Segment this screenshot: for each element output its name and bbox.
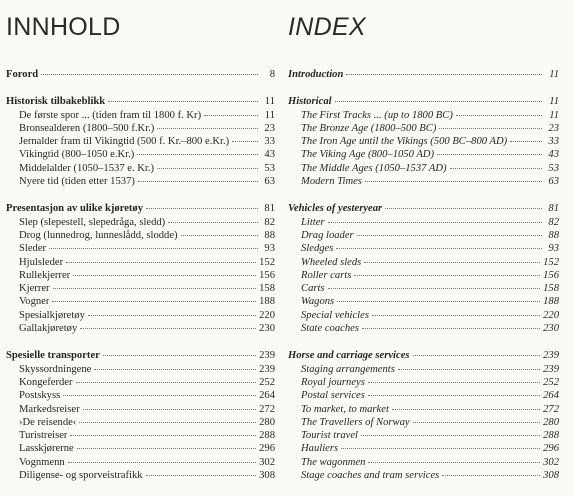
page-number: 296 xyxy=(259,443,275,455)
dot-leader xyxy=(73,275,256,276)
page-number: 230 xyxy=(543,323,559,335)
page-number: 63 xyxy=(264,176,275,188)
dot-leader xyxy=(137,154,258,155)
entry-title: Sleder xyxy=(19,243,47,255)
toc-section xyxy=(6,95,275,188)
dot-leader xyxy=(336,248,542,249)
page-number: 239 xyxy=(543,350,559,362)
dot-leader xyxy=(83,409,257,410)
toc-entry xyxy=(6,122,275,135)
page-number: 88 xyxy=(264,229,275,241)
page-number: 220 xyxy=(259,309,275,321)
dot-leader xyxy=(157,168,258,169)
toc-sections xyxy=(288,68,559,496)
toc-section-heading xyxy=(288,95,559,108)
dot-leader xyxy=(204,115,258,116)
dot-leader xyxy=(372,315,540,316)
entry-title: Lasskjørerne xyxy=(19,443,74,455)
dot-leader xyxy=(437,154,542,155)
toc-entry xyxy=(6,162,275,175)
page-number: 220 xyxy=(543,309,559,321)
toc-entry xyxy=(288,389,559,402)
toc-entry xyxy=(288,376,559,389)
toc-entry xyxy=(6,416,275,429)
dot-leader xyxy=(510,141,542,142)
toc-entry xyxy=(288,295,559,308)
toc-section xyxy=(6,349,275,482)
entry-title: Spesielle transporter xyxy=(6,350,100,362)
entry-title: Royal journeys xyxy=(301,376,365,388)
toc-entry xyxy=(6,429,275,442)
toc-entry xyxy=(6,242,275,255)
page-number: 308 xyxy=(259,470,275,482)
dot-leader xyxy=(70,435,256,436)
entry-title: Drog (lunnedrog, lunneslådd, slodde) xyxy=(19,229,178,241)
entry-title: Turistreiser xyxy=(19,430,68,442)
dot-leader xyxy=(398,369,540,370)
toc-entry xyxy=(288,309,559,322)
toc-entry xyxy=(288,429,559,442)
entry-title: Presentasjon av ulike kjøretøy xyxy=(6,203,144,215)
entry-title: Vikingtid (800–1050 e.Kr.) xyxy=(19,149,135,161)
page-number: 33 xyxy=(264,136,275,148)
toc-entry xyxy=(6,456,275,469)
page-number: 272 xyxy=(543,403,559,415)
entry-title: Special vehicles xyxy=(301,309,369,321)
page-number: 158 xyxy=(543,283,559,295)
toc-entry xyxy=(6,216,275,229)
toc-entry xyxy=(6,469,275,482)
dot-leader xyxy=(442,475,540,476)
page-number: 43 xyxy=(264,149,275,161)
page-number: 264 xyxy=(543,390,559,402)
page-number: 280 xyxy=(259,416,275,428)
dot-leader xyxy=(328,288,541,289)
entry-title: The wagonmen xyxy=(301,456,366,468)
dot-leader xyxy=(354,275,540,276)
entry-title: The First Tracks ... (up to 1800 BC) xyxy=(301,109,453,121)
entry-title: The Travellers of Norway xyxy=(301,416,410,428)
toc-entry xyxy=(6,322,275,335)
entry-title: The Viking Age (800–1050 AD) xyxy=(301,149,434,161)
page-number: 88 xyxy=(548,229,559,241)
dot-leader xyxy=(439,128,542,129)
entry-title: Gallakjøretøy xyxy=(19,323,78,335)
toc-entry xyxy=(288,109,559,122)
dot-leader xyxy=(368,395,540,396)
toc-entry xyxy=(6,148,275,161)
toc-section-heading xyxy=(6,202,275,215)
page-number: 8 xyxy=(269,69,275,80)
entry-title: Vognmenn xyxy=(19,456,65,468)
entry-title: Introduction xyxy=(288,69,344,80)
toc-entry xyxy=(288,148,559,161)
page-number: 11 xyxy=(264,109,275,121)
dot-leader xyxy=(328,222,542,223)
dot-leader xyxy=(77,448,256,449)
page-number: 230 xyxy=(259,323,275,335)
entry-title: Postskyss xyxy=(19,390,61,402)
dot-leader xyxy=(341,448,540,449)
dot-leader xyxy=(368,462,540,463)
page-number: 239 xyxy=(259,363,275,375)
entry-title: Diligense- og sporveistrafikk xyxy=(19,470,143,482)
entry-title: Vogner xyxy=(19,296,50,308)
dot-leader xyxy=(232,141,258,142)
dot-leader xyxy=(138,181,258,182)
toc-entry xyxy=(6,295,275,308)
dot-leader xyxy=(368,382,540,383)
dot-leader xyxy=(361,435,540,436)
dot-leader xyxy=(450,168,542,169)
dot-leader xyxy=(364,262,540,263)
toc-entry xyxy=(288,269,559,282)
page-number: 81 xyxy=(264,203,275,215)
entry-title: Stage coaches and tram services xyxy=(301,470,440,482)
entry-title: Carts xyxy=(301,283,325,295)
entry-title: Staging arrangements xyxy=(301,363,395,375)
entry-title: Sledges xyxy=(301,243,334,255)
column-heading-index: INDEX xyxy=(288,13,366,41)
toc-entry xyxy=(6,135,275,148)
entry-title: Forord xyxy=(6,69,39,80)
entry-title: Roller carts xyxy=(301,269,352,281)
toc-entry xyxy=(288,416,559,429)
dot-leader xyxy=(146,208,258,209)
page-number: 302 xyxy=(259,456,275,468)
toc-entry xyxy=(288,322,559,335)
page-number: 93 xyxy=(264,243,275,255)
toc-entry xyxy=(288,229,559,242)
page-number: 308 xyxy=(543,470,559,482)
column-heading-innhold: INNHOLD xyxy=(6,13,121,41)
entry-title: ›De reisende‹ xyxy=(19,416,77,428)
toc-entry xyxy=(288,256,559,269)
toc-entry xyxy=(288,442,559,455)
toc-entry xyxy=(288,135,559,148)
toc-entry xyxy=(288,175,559,188)
toc-section-heading xyxy=(288,68,559,81)
entry-title: Nyere tid (tiden etter 1537) xyxy=(19,176,135,188)
toc-entry xyxy=(6,269,275,282)
page-number: 272 xyxy=(259,403,275,415)
page-number: 152 xyxy=(543,256,559,268)
toc-entry xyxy=(6,256,275,269)
dot-leader xyxy=(68,462,256,463)
entry-title: Jernalder fram til Vikingtid (500 f. Kr.–800 e.Kr.) xyxy=(19,136,230,148)
dot-leader xyxy=(456,115,542,116)
dot-leader xyxy=(146,475,257,476)
toc-section-heading xyxy=(6,349,275,362)
entry-title: Rullekjerrer xyxy=(19,269,71,281)
dot-leader xyxy=(365,181,542,182)
dot-leader xyxy=(88,315,256,316)
dot-leader xyxy=(168,222,258,223)
dot-leader xyxy=(41,74,258,75)
dot-leader xyxy=(335,101,542,102)
toc-entry xyxy=(288,242,559,255)
toc-section xyxy=(6,68,275,81)
page-number: 239 xyxy=(543,363,559,375)
dot-leader xyxy=(157,128,258,129)
entry-title: Spesialkjøretøy xyxy=(19,309,85,321)
page-number: 11 xyxy=(264,96,275,108)
page-number: 93 xyxy=(548,243,559,255)
toc-sections xyxy=(6,68,275,496)
entry-title: Markedsreiser xyxy=(19,403,80,415)
entry-title: Modern Times xyxy=(301,176,362,188)
toc-section xyxy=(288,95,559,188)
toc-entry xyxy=(6,363,275,376)
page-number: 11 xyxy=(549,96,559,108)
entry-title: Bronsealderen (1800–500 f.Kr.) xyxy=(19,122,155,134)
toc-entry xyxy=(288,282,559,295)
dot-leader xyxy=(181,235,258,236)
page-number: 288 xyxy=(259,430,275,442)
entry-title: Hjulsleder xyxy=(19,256,64,268)
toc-section-heading xyxy=(6,68,275,81)
entry-title: Historisk tilbakeblikk xyxy=(6,96,106,108)
toc-section-heading xyxy=(6,95,275,108)
page-number: 158 xyxy=(259,283,275,295)
entry-title: Horse and carriage services xyxy=(288,350,410,362)
page-number: 23 xyxy=(548,122,559,134)
dot-leader xyxy=(49,248,258,249)
toc-section xyxy=(6,202,275,335)
page-number: 43 xyxy=(548,149,559,161)
page-number: 252 xyxy=(543,376,559,388)
toc-entry xyxy=(6,389,275,402)
dot-leader xyxy=(346,74,542,75)
toc-entry xyxy=(288,469,559,482)
page-number: 252 xyxy=(259,376,275,388)
page-number: 82 xyxy=(548,216,559,228)
toc-entry xyxy=(6,309,275,322)
toc-entry xyxy=(6,442,275,455)
toc-entry xyxy=(6,229,275,242)
toc-entry xyxy=(6,376,275,389)
toc-section-heading xyxy=(288,349,559,362)
entry-title: Skyssordningene xyxy=(19,363,92,375)
entry-title: Kongeferder xyxy=(19,376,73,388)
page-number: 23 xyxy=(264,122,275,134)
page-number: 188 xyxy=(543,296,559,308)
dot-leader xyxy=(80,328,256,329)
toc-section-heading xyxy=(288,202,559,215)
dot-leader xyxy=(337,301,540,302)
page-number: 81 xyxy=(548,203,559,215)
toc-entry xyxy=(6,403,275,416)
page-number: 280 xyxy=(543,416,559,428)
page-number: 156 xyxy=(543,269,559,281)
page-number: 239 xyxy=(259,350,275,362)
entry-title: State coaches xyxy=(301,323,359,335)
toc-entry xyxy=(288,456,559,469)
page-number: 11 xyxy=(549,109,559,121)
page-number: 288 xyxy=(543,430,559,442)
toc-entry xyxy=(288,403,559,416)
page-number: 63 xyxy=(548,176,559,188)
entry-title: Wagons xyxy=(301,296,335,308)
dot-leader xyxy=(357,235,542,236)
entry-title: Middelalder (1050–1537 e. Kr.) xyxy=(19,162,155,174)
page-number: 53 xyxy=(548,162,559,174)
entry-title: Postal services xyxy=(301,390,365,402)
page-number: 152 xyxy=(259,256,275,268)
toc-entry xyxy=(288,363,559,376)
entry-title: To market, to market xyxy=(301,403,389,415)
page-number: 33 xyxy=(548,136,559,148)
dot-leader xyxy=(94,369,256,370)
dot-leader xyxy=(385,208,542,209)
dot-leader xyxy=(79,422,256,423)
dot-leader xyxy=(76,382,257,383)
dot-leader xyxy=(52,301,256,302)
dot-leader xyxy=(108,101,258,102)
entry-title: Tourist travel xyxy=(301,430,359,442)
entry-title: The Middle Ages (1050–1537 AD) xyxy=(301,162,447,174)
toc-entry xyxy=(288,216,559,229)
dot-leader xyxy=(53,288,257,289)
toc-section xyxy=(288,68,559,81)
entry-title: Hauliers xyxy=(301,443,339,455)
page-number: 188 xyxy=(259,296,275,308)
entry-title: The Iron Age until the Vikings (500 BC–800 AD) xyxy=(301,136,508,148)
entry-title: Litter xyxy=(301,216,325,228)
dot-leader xyxy=(392,409,540,410)
page-number: 296 xyxy=(543,443,559,455)
dot-leader xyxy=(66,262,256,263)
entry-title: Vehicles of yesteryear xyxy=(288,203,383,215)
toc-section xyxy=(288,202,559,335)
toc-entry xyxy=(6,282,275,295)
page-number: 11 xyxy=(549,69,559,80)
toc-entry xyxy=(6,109,275,122)
entry-title: Slep (slepestell, slepedråga, sledd) xyxy=(19,216,166,228)
page-number: 53 xyxy=(264,162,275,174)
toc-entry xyxy=(6,175,275,188)
dot-leader xyxy=(413,355,541,356)
page-number: 156 xyxy=(259,269,275,281)
entry-title: Drag loader xyxy=(301,229,354,241)
entry-title: De første spor ... (tiden fram til 1800 f. Kr) xyxy=(19,109,202,121)
entry-title: Kjerrer xyxy=(19,283,50,295)
toc-entry xyxy=(288,162,559,175)
page-number: 82 xyxy=(264,216,275,228)
page-number: 302 xyxy=(543,456,559,468)
dot-leader xyxy=(362,328,540,329)
toc-entry xyxy=(288,122,559,135)
entry-title: The Bronze Age (1800–500 BC) xyxy=(301,122,437,134)
entry-title: Historical xyxy=(288,96,332,108)
entry-title: Wheeled sleds xyxy=(301,256,362,268)
dot-leader xyxy=(103,355,256,356)
toc-section xyxy=(288,349,559,482)
dot-leader xyxy=(413,422,541,423)
dot-leader xyxy=(63,395,256,396)
page-number: 264 xyxy=(259,390,275,402)
